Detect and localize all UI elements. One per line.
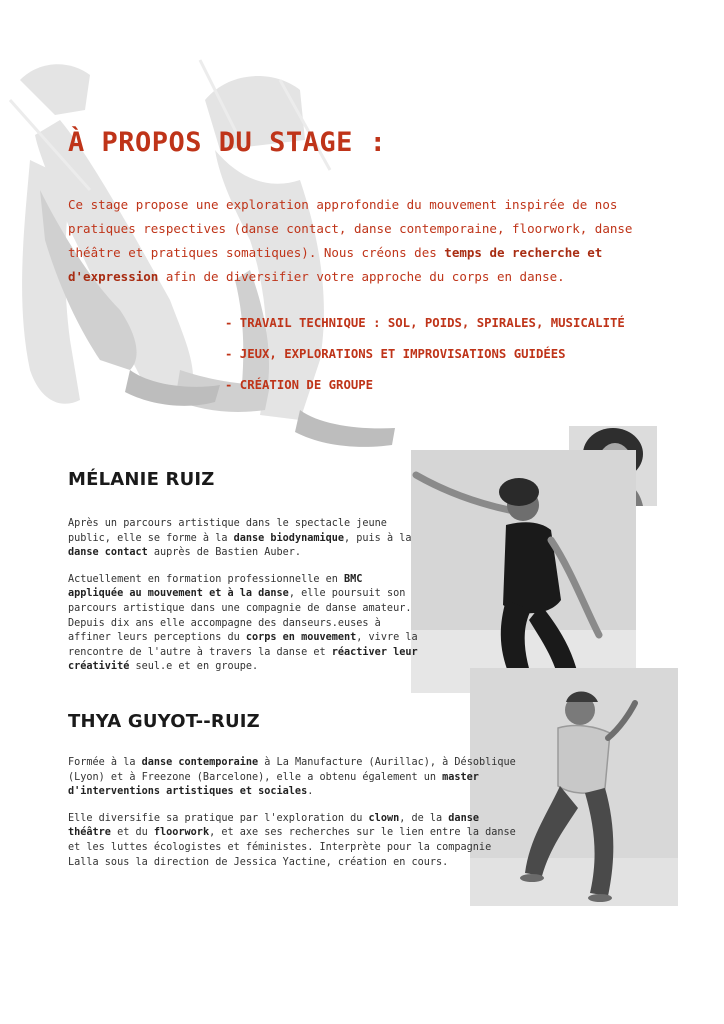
melanie-bio-paragraph-1: Après un parcours artistique dans le spectacle jeune public, elle se forme à la danse biodynamique, puis à la danse contact auprès de Bastien Auber. (68, 518, 412, 559)
stage-bullet-list (225, 308, 625, 401)
page-title: À PROPOS DU STAGE : (68, 127, 387, 158)
thya-bio (68, 756, 518, 882)
stage-intro: Ce stage propose une exploration approfondie du mouvement inspirée de nos pratiques respectives (danse contact, danse contemporaine, floorwork, danse théâtre et pratiques somatiques). Nous créons des temps de recherche et d'expression afin de diversifier votre approche du corps en danse. (68, 197, 633, 284)
list-item: - TRAVAIL TECHNIQUE : SOL, POIDS, SPIRALES, MUSICALITÉ (225, 316, 625, 330)
list-item: - CRÉATION DE GROUPE (225, 378, 374, 392)
thya-bio-paragraph-1: Formée à la danse contemporaine à La Manufacture (Aurillac), à Désoblique (Lyon) et à Freezone (Barcelone), elle a obtenu également un master d'interventions artistiques et sociales. (68, 757, 516, 798)
melanie-dance-photo (411, 450, 636, 693)
melanie-bio (68, 517, 420, 687)
melanie-name-heading: MÉLANIE RUIZ (68, 469, 215, 490)
thya-name-heading: THYA GUYOT--RUIZ (68, 711, 260, 732)
list-item: - JEUX, EXPLORATIONS ET IMPROVISATIONS GUIDÉES (225, 347, 566, 361)
melanie-bio-paragraph-2: Actuellement en formation professionnelle en BMC appliquée au mouvement et à la danse, elle poursuit son parcours artistique dans une compagnie de danse amateur. Depuis dix ans elle accompagne des danseurs.euses à affiner leurs perceptions du corps en mouvement, vivre la rencontre de l'autre à travers la danse et réactiver leur créativité seul.e et en groupe. (68, 573, 418, 673)
thya-bio-paragraph-2: Elle diversifie sa pratique par l'exploration du clown, de la danse théâtre et du floorwork, et axe ses recherches sur le lien entre la danse et les luttes écologistes et féministes. Interprète pour la compagnie Lalla sous la direction de Jessica Yactine, création en cours. (68, 812, 516, 868)
